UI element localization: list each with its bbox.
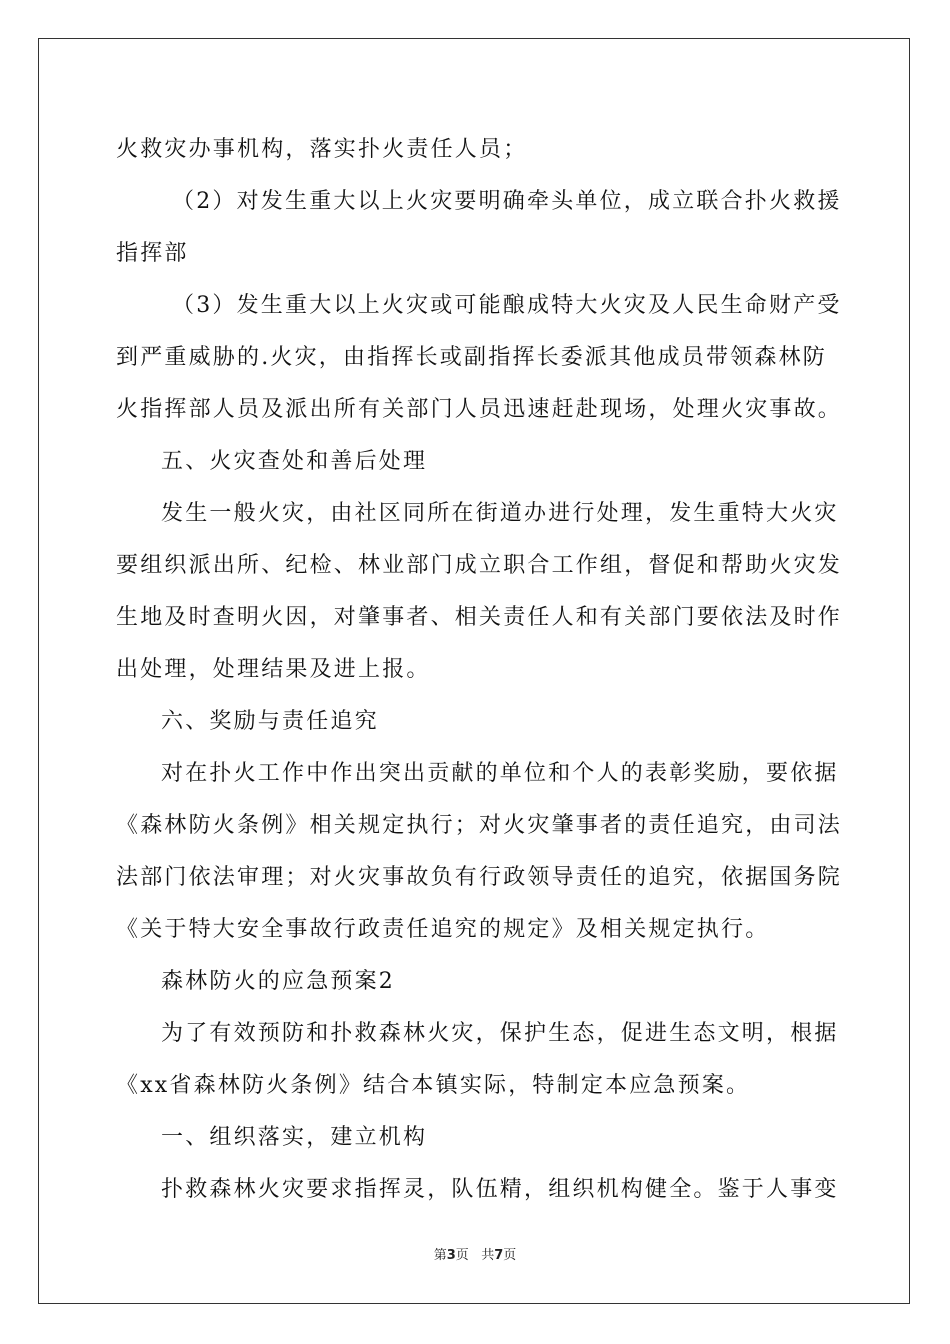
footer-prefix: 第 [433,1248,447,1263]
total-page-number: 7 [494,1248,504,1263]
text-line: 《关于特大安全事故行政责任追究的规定》及相关规定执行。 [116,917,770,942]
text-line: 火救灾办事机构，落实扑火责任人员； [116,137,528,162]
document-body [116,124,843,1216]
text-line: 《xx省森林防火条例》结合本镇实际，特制定本应急预案。 [116,1073,751,1098]
text-line: 为了有效预防和扑救森林火灾，保护生态，促进生态文明，根据 [161,1021,839,1046]
text-line: 火指挥部人员及派出所有关部门人员迅速赶赴现场，处理火灾事故。 [116,397,843,422]
text-line: 对在扑火工作中作出突出贡献的单位和个人的表彰奖励，要依据 [161,761,839,786]
section-heading: 一、组织落实，建立机构 [161,1125,428,1150]
text-line: （3）发生重大以上火灾或可能酿成特大火灾及人民生命财产受 [172,293,842,318]
text-line: 发生一般火灾，由社区同所在街道办进行处理，发生重特大火灾 [161,501,839,526]
text-line: 出处理，处理结果及进上报。 [116,657,431,682]
text-line: 指挥部 [116,241,189,266]
text-line: 《森林防火条例》相关规定执行；对火灾肇事者的责任追究，由司法 [116,813,843,838]
footer-suffix: 页 [503,1248,517,1263]
section-heading: 森林防火的应急预案2 [161,969,395,994]
text-line: 生地及时查明火因，对肇事者、相关责任人和有关部门要依法及时作 [116,605,843,630]
section-heading: 六、奖励与责任追究 [161,709,379,734]
text-line: 扑救森林火灾要求指挥灵，队伍精，组织机构健全。鉴于人事变 [161,1177,839,1202]
text-line: 到严重威胁的.火灾，由指挥长或副指挥长委派其他成员带领森林防 [116,345,827,370]
section-heading: 五、火灾查处和善后处理 [161,449,428,474]
text-line: （2）对发生重大以上火灾要明确牵头单位，成立联合扑火救援 [172,189,842,214]
text-line: 法部门依法审理；对火灾事故负有行政领导责任的追究，依据国务院 [116,865,843,890]
footer-mid: 页 共 [455,1248,495,1263]
current-page-number: 3 [446,1248,456,1263]
text-line: 要组织派出所、纪检、林业部门成立职合工作组，督促和帮助火灾发 [116,553,843,578]
page-footer [0,1244,950,1263]
